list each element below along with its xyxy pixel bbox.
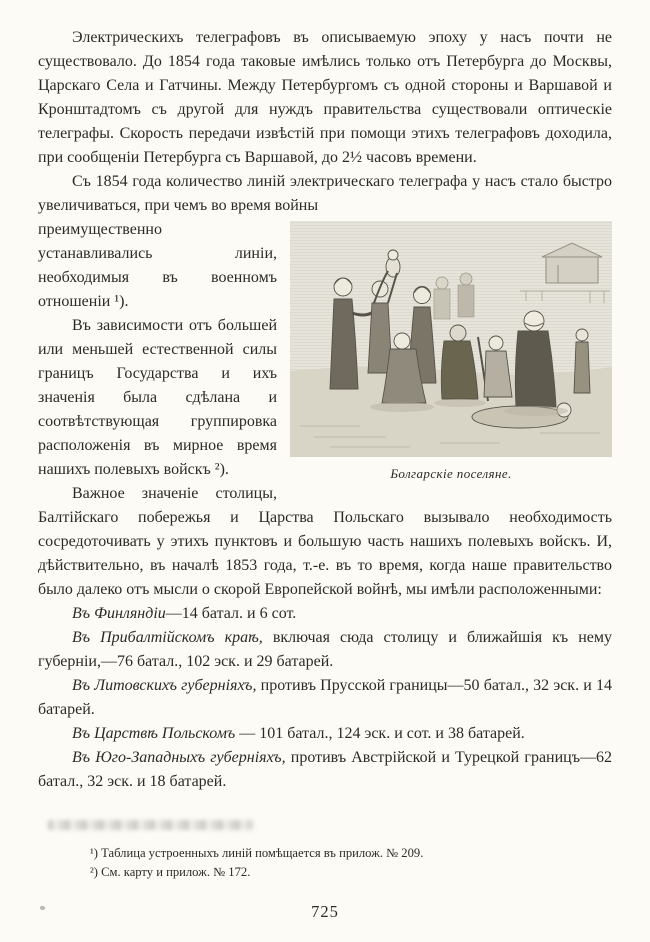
region-poland: Въ Царствѣ Польскомъ <box>72 725 236 742</box>
footnote-1: ¹) Таблица устроенныхъ линій помѣщается въ прилож. № 209. <box>90 846 424 860</box>
forces-finland: —14 батал. и 6 сот. <box>165 605 297 622</box>
list-item-poland <box>38 722 612 746</box>
footnotes-block <box>38 844 612 882</box>
region-southwest: Въ Юго-Западныхъ губерніяхъ, <box>72 749 286 766</box>
region-finland: Въ Финляндіи <box>72 605 166 622</box>
page-number: 725 <box>311 902 339 921</box>
paragraph-telegraph-growth-wrap: преимущественно устанавливались линіи, необходимыя въ военномъ отношеніи ¹). <box>38 221 277 310</box>
list-item-southwest <box>38 746 612 794</box>
paragraph-telegraph-growth-start: Съ 1854 года количество линій электрическаго телеграфа у насъ стало быстро увеличиваться, при чемъ во время войны <box>38 173 612 214</box>
list-item-finland <box>38 602 612 626</box>
figure-engraving <box>290 221 612 482</box>
region-baltic: Въ Прибалтійскомъ краѣ, <box>72 629 263 646</box>
footnote-2: ²) См. карту и прилож. № 172. <box>90 865 251 879</box>
print-smudge-artifact <box>48 820 253 830</box>
forces-lithuania: противъ Прусской границы—50 батал., 32 эск. и 14 батарей. <box>38 677 612 718</box>
list-item-lithuania <box>38 674 612 722</box>
deployment-list <box>38 602 612 794</box>
forces-baltic: включая сюда столицу и ближайшія къ нему губерніи,—76 батал., 102 эск. и 29 батарей. <box>38 629 612 670</box>
region-lithuania: Въ Литовскихъ губерніяхъ, <box>72 677 257 694</box>
forces-poland: — 101 батал., 124 эск. и сот. и 38 батарей. <box>235 725 525 742</box>
paragraph-border-grouping: Въ зависимости отъ большей или меньшей естественной силы границъ Государства и ихъ значенія была сдѣлана и соотвѣтствующая группировка расположенія въ мирное время нашихъ полевыхъ войскъ ²). <box>38 317 277 478</box>
engraving-bulgarian-peasants-illustration <box>290 221 612 457</box>
figure-caption: Болгарскіе поселяне. <box>390 466 512 481</box>
forces-southwest: противъ Австрійской и Турецкой границъ—62 батал., 32 эск. и 18 батарей. <box>38 749 612 790</box>
paragraph-capital-importance: Важное значеніе столицы, Балтійскаго побережья и Царства Польскаго вызывало необходимость сосредоточивать у этихъ пунктовъ и большую часть нашихъ полевыхъ войскъ. И, дѣйствительно, въ началѣ 1853 года, т.-е. въ то время, когда наше правительство было далеко отъ мысли о скорой Европейской войнѣ, мы имѣли расположенными: <box>38 485 612 598</box>
list-item-baltic <box>38 626 612 674</box>
paragraph-telegraphs: Электрическихъ телеграфовъ въ описываемую эпоху у насъ почти не существовало. До 1854 года таковые имѣлись только отъ Петербурга до Москвы, Царскаго Села и Гатчины. Между Петербургомъ съ одной стороны и Варшавой и Кронштадтомъ съ другой для нуждъ правительства существовали оптическіе телеграфы. Скорость передачи извѣстій при помощи этихъ телеграфовъ доходила, при сообщеніи Петербурга съ Варшавой, до 2½ часовъ времени. <box>38 29 612 166</box>
